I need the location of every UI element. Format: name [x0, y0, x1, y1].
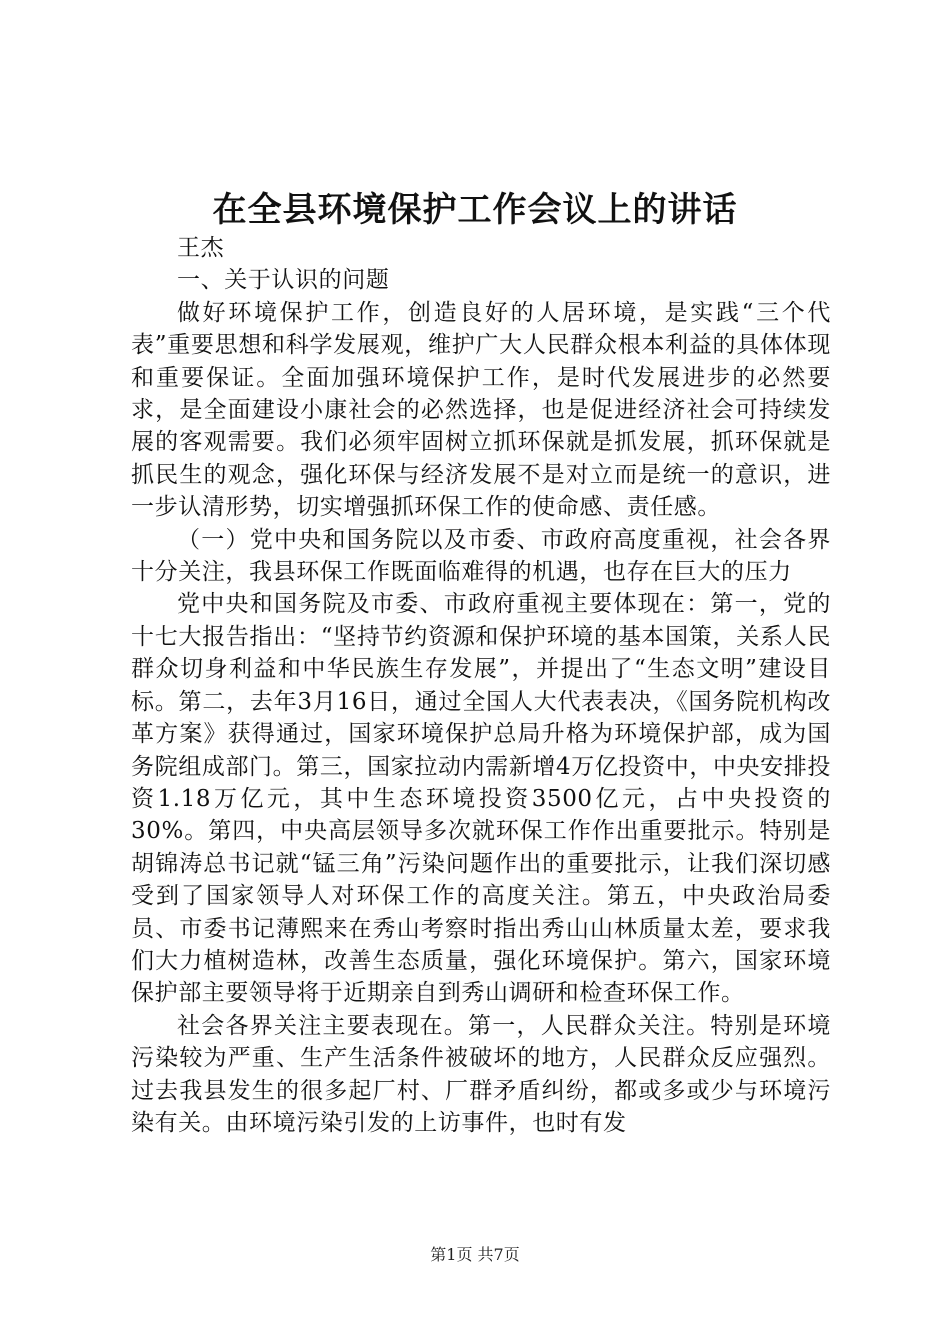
document-body [131, 232, 831, 1139]
page-number-footer: 第1页 共7页 [430, 1245, 520, 1264]
author-name: 王杰 [177, 235, 225, 261]
section-heading: 一、关于认识的问题 [177, 267, 390, 294]
body-paragraph: 做好环境保护工作，创造良好的人居环境，是实践“三个代表”重要思想和科学发展观，维护广大人民群众根本利益的具体体现和重要保证。全面加强环境保护工作，是时代发展进步的必然要求，是全面建设小康社会的必然选择，也是促进经济社会可持续发展的客观需要。我们必须牢固树立抓环保就是抓发展，抓环保就是抓民生的观念，强化环保与经济发展不是对立而是统一的意识，进一步认清形势，切实增强抓环保工作的使命感、责任感。 [131, 299, 831, 521]
body-paragraph: 党中央和国务院及市委、市政府重视主要体现在：第一，党的十七大报告指出：“坚持节约资源和保护环境的基本国策，关系人民群众切身利益和中华民族生存发展”，并提出了“生态文明”建设目标。第二，去年3月16日，通过全国人大代表表决，《国务院机构改革方案》获得通过，国家环境保护总局升格为环境保护部，成为国务院组成部门。第三，国家拉动内需新增4万亿投资中，中央安排投资1.18万亿元，其中生态环境投资3500亿元，占中央投资的30%。第四，中央高层领导多次就环保工作作出重要批示。特别是胡锦涛总书记就“锰三角”污染问题作出的重要批示，让我们深切感受到了国家领导人对环保工作的高度关注。第五，中央政治局委员、市委书记薄熙来在秀山考察时指出秀山山林质量太差，要求我们大力植树造林，改善生态质量，强化环境保护。第六，国家环境保护部主要领导将于近期亲自到秀山调研和检查环保工作。 [131, 591, 831, 1007]
subsection-heading: （一）党中央和国务院以及市委、市政府高度重视，社会各界十分关注，我县环保工作既面临难得的机遇，也存在巨大的压力 [131, 526, 831, 586]
document-title: 在全县环境保护工作会议上的讲话 [212, 190, 738, 230]
body-paragraph: 社会各界关注主要表现在。第一，人民群众关注。特别是环境污染较为严重、生产生活条件被破坏的地方，人民群众反应强烈。过去我县发生的很多起厂村、厂群矛盾纠纷，都或多或少与环境污染有关。由环境污染引发的上访事件，也时有发 [131, 1012, 831, 1136]
